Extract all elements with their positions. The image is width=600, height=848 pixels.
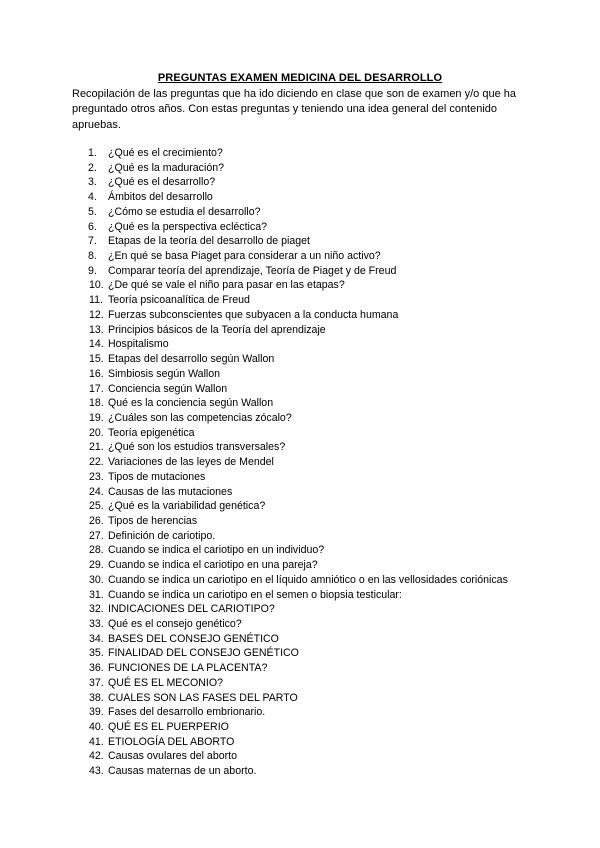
question-text: Simbiosis según Wallon bbox=[108, 367, 221, 380]
question-text: INDICACIONES DEL CARIOTIPO? bbox=[108, 603, 275, 616]
question-text: ¿Qué es el crecimiento? bbox=[108, 147, 223, 159]
question-number: 17. bbox=[89, 382, 104, 395]
question-number: 20. bbox=[89, 426, 104, 439]
question-text: ¿Cuáles son las competencias zócalo? bbox=[108, 411, 292, 424]
question-text: Cuando se indica el cariotipo en un individuo? bbox=[108, 544, 325, 557]
question-number: 3. bbox=[88, 176, 97, 189]
question-number: 13. bbox=[89, 323, 104, 336]
question-number: 31. bbox=[89, 588, 104, 601]
question-number: 26. bbox=[89, 514, 104, 527]
question-number: 4. bbox=[88, 191, 97, 204]
question-number: 35. bbox=[89, 647, 104, 660]
question-text: Causas ovulares del aborto bbox=[108, 750, 237, 763]
question-number: 38. bbox=[89, 691, 104, 704]
question-number: 8. bbox=[88, 250, 97, 263]
question-number: 39. bbox=[89, 706, 104, 719]
question-text: QUÉ ES EL PUERPERIO bbox=[108, 721, 229, 734]
question-number: 2. bbox=[88, 161, 97, 174]
question-text: ¿Qué es la variabilidad genética? bbox=[108, 500, 266, 513]
question-number: 5. bbox=[88, 205, 97, 218]
question-number: 29. bbox=[89, 559, 104, 572]
question-number: 25. bbox=[89, 500, 104, 513]
question-text: Fuerzas subconscientes que subyacen a la conducta humana bbox=[108, 308, 399, 321]
question-number: 1. bbox=[88, 147, 97, 159]
question-text: Cuando se indica el cariotipo en una pareja? bbox=[108, 559, 318, 572]
question-number: 37. bbox=[89, 676, 104, 689]
question-text: QUÉ ES EL MECONIO? bbox=[108, 676, 223, 689]
question-text: Tipos de mutaciones bbox=[108, 470, 206, 483]
question-number: 30. bbox=[89, 573, 104, 586]
question-text: FUNCIONES DE LA PLACENTA? bbox=[108, 662, 268, 675]
question-text: Hospitalismo bbox=[108, 338, 169, 351]
question-number: 21. bbox=[89, 441, 104, 454]
question-text: ETIOLOGÍA DEL ABORTO bbox=[108, 735, 235, 748]
question-text: Conciencia según Wallon bbox=[108, 382, 228, 395]
question-number: 6. bbox=[88, 220, 97, 233]
question-text: Causas de las mutaciones bbox=[108, 485, 233, 498]
question-number: 11. bbox=[89, 294, 103, 307]
question-number: 34. bbox=[89, 632, 104, 645]
question-number: 23. bbox=[89, 470, 104, 483]
question-number: 19. bbox=[89, 411, 104, 424]
question-number: 24. bbox=[89, 485, 104, 498]
question-text: ¿Qué es la perspectiva ecléctica? bbox=[108, 220, 267, 233]
question-number: 16. bbox=[89, 367, 104, 380]
question-number: 41. bbox=[89, 735, 104, 748]
question-text: Principios básicos de la Teoría del aprendizaje bbox=[108, 323, 326, 336]
question-text: ¿Cómo se estudia el desarrollo? bbox=[108, 205, 261, 218]
question-text: Fases del desarrollo embrionario. bbox=[108, 706, 266, 719]
question-number: 14. bbox=[89, 338, 104, 351]
question-number: 32. bbox=[89, 603, 104, 616]
question-text: ¿Qué es la maduración? bbox=[108, 161, 225, 174]
question-text: Teoría psicoanalítica de Freud bbox=[108, 294, 250, 307]
document-intro: Recopilación de las preguntas que ha ido diciendo en clase que son de examen y/o que ha preguntado otros años. Con estas preguntas y teniendo una idea general del contenido apruebas. bbox=[72, 88, 516, 131]
question-text: Cuando se indica un cariotipo en el semen o biopsia testicular: bbox=[108, 588, 402, 601]
question-number: 12. bbox=[89, 308, 104, 321]
question-text: Qué es la conciencia según Wallon bbox=[108, 397, 274, 410]
question-text: ¿Qué son los estudios transversales? bbox=[108, 441, 286, 454]
question-text: ¿En qué se basa Piaget para considerar a un niño activo? bbox=[108, 250, 381, 263]
question-text: Teoría epigenética bbox=[108, 426, 195, 439]
question-number: 43. bbox=[89, 765, 104, 778]
question-text: BASES DEL CONSEJO GENÉTICO bbox=[108, 632, 279, 645]
question-number: 42. bbox=[89, 750, 104, 763]
question-number: 40. bbox=[89, 721, 104, 734]
question-number: 18. bbox=[89, 397, 104, 410]
question-number: 28. bbox=[89, 544, 104, 557]
question-text: Qué es el consejo genético? bbox=[108, 618, 242, 630]
question-number: 27. bbox=[89, 529, 104, 542]
question-number: 36. bbox=[89, 662, 104, 675]
question-text: Variaciones de las leyes de Mendel bbox=[108, 456, 274, 469]
question-text: Etapas de la teoría del desarrollo de piaget bbox=[108, 235, 311, 248]
question-text: Tipos de herencias bbox=[108, 514, 198, 527]
document-title: PREGUNTAS EXAMEN MEDICINA DEL DESARROLLO bbox=[157, 72, 443, 84]
question-text: CUALES SON LAS FASES DEL PARTO bbox=[108, 691, 298, 704]
question-text: ¿Qué es el desarrollo? bbox=[108, 176, 216, 189]
question-text: ¿De qué se vale el niño para pasar en las etapas? bbox=[108, 279, 345, 292]
question-text: Etapas del desarrollo según Wallon bbox=[108, 353, 275, 366]
question-number: 9. bbox=[88, 264, 97, 277]
question-text: Definición de cariotipo. bbox=[108, 529, 216, 542]
question-number: 15. bbox=[89, 353, 104, 366]
question-number: 22. bbox=[89, 456, 104, 469]
question-text: Comparar teoría del aprendizaje, Teoría de Piaget y de Freud bbox=[108, 264, 397, 277]
question-text: FINALIDAD DEL CONSEJO GENÉTICO bbox=[108, 647, 299, 660]
question-text: Causas maternas de un aborto. bbox=[108, 765, 257, 778]
question-text: Ámbitos del desarrollo bbox=[108, 191, 213, 204]
question-number: 10. bbox=[89, 279, 104, 292]
question-number: 7. bbox=[88, 235, 97, 248]
question-number: 33. bbox=[89, 618, 104, 630]
question-text: Cuando se indica un cariotipo en el líquido amniótico o en las vellosidades coriónicas bbox=[108, 573, 508, 586]
